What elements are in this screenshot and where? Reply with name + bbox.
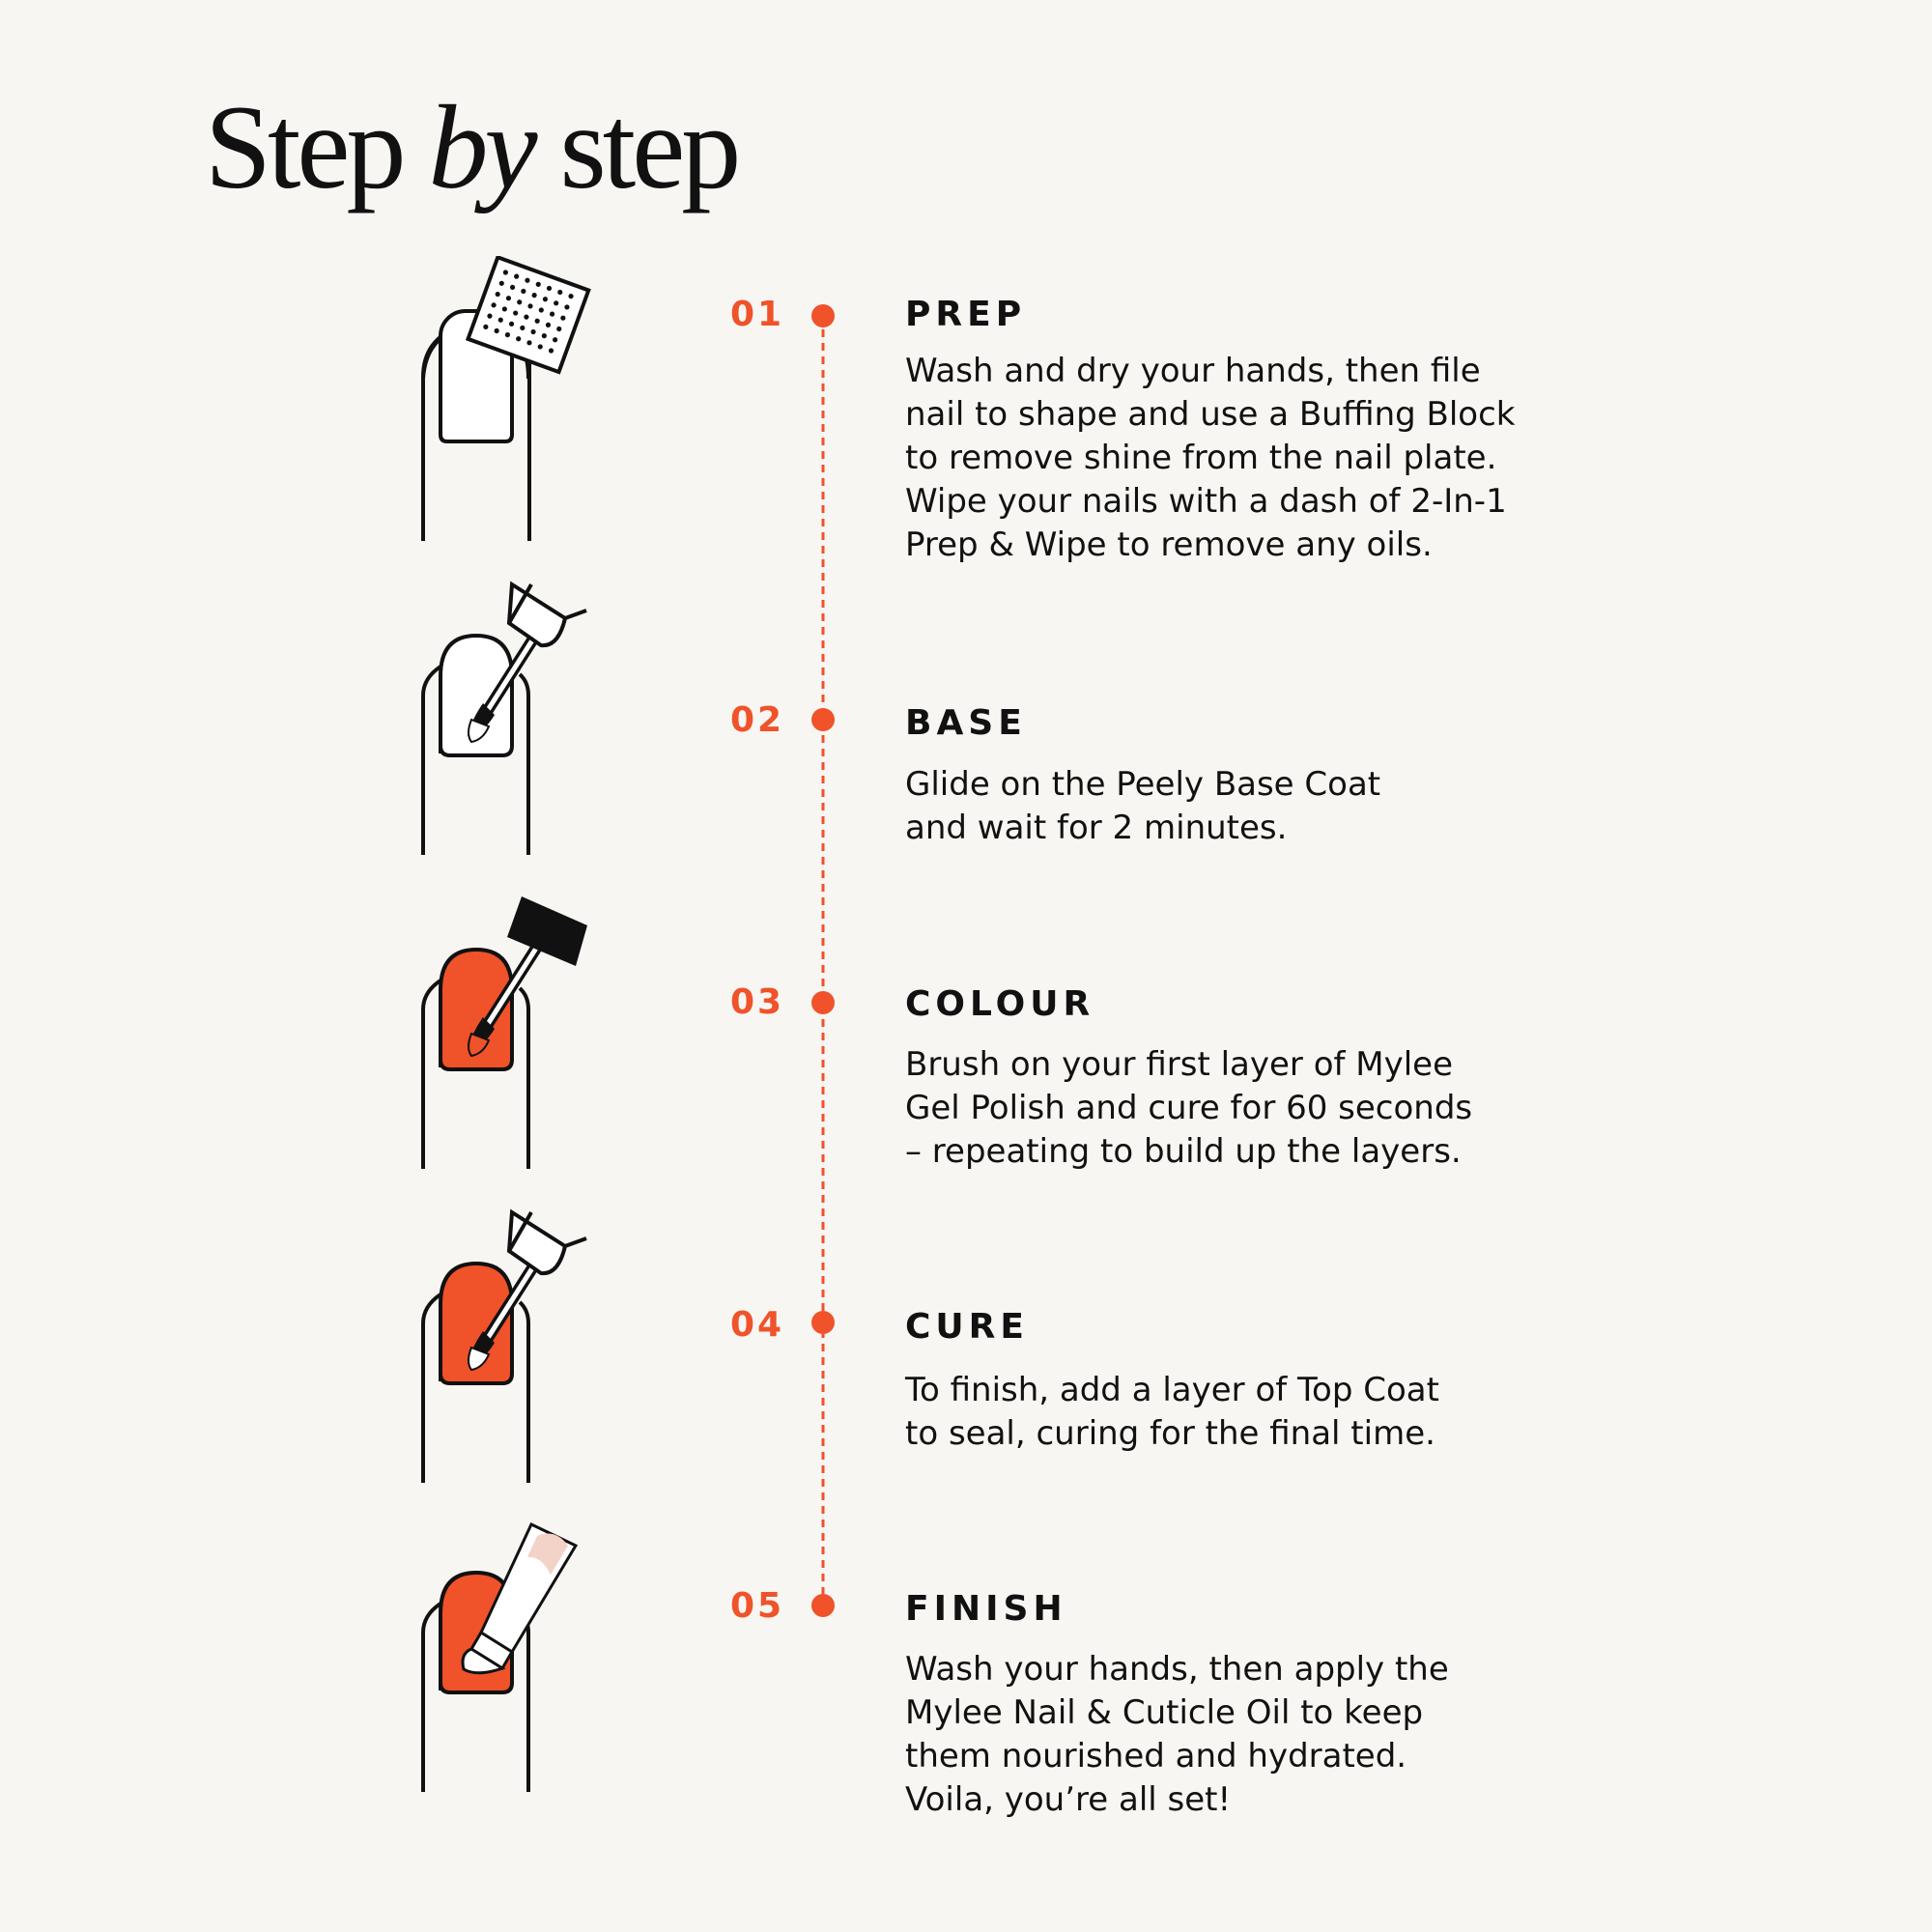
step-title-prep: PREP xyxy=(905,295,1027,334)
title-word-by: by xyxy=(428,81,534,213)
step-title-base: BASE xyxy=(905,703,1027,743)
step-title-finish: FINISH xyxy=(905,1589,1067,1629)
step-title-cure: CURE xyxy=(905,1307,1029,1347)
step-number-02: 02 xyxy=(730,700,785,740)
base-coat-brush-icon xyxy=(406,575,618,865)
step-body-finish: Wash your hands, then apply the Mylee Nail & Cuticle Oil to keep them nourished and hydrated. Voila, you’re all set! xyxy=(905,1650,1449,1819)
cuticle-oil-pen-icon xyxy=(406,1517,618,1806)
top-coat-brush-icon xyxy=(406,1203,618,1492)
step-number-04: 04 xyxy=(730,1305,785,1345)
step-number-03: 03 xyxy=(730,982,785,1022)
step-body-base: Glide on the Peely Base Coat and wait for 2 minutes. xyxy=(905,765,1381,847)
title-word-step: Step xyxy=(205,81,403,213)
step-body-prep: Wash and dry your hands, then file nail to shape and use a Buffing Block to remove shine from the nail plate. Wipe your nails with a dash of 2-In-1 Prep & Wipe to remove any oils. xyxy=(905,352,1516,564)
step-body-cure: To finish, add a layer of Top Coat to seal, curing for the final time. xyxy=(905,1371,1439,1453)
step-number-05: 05 xyxy=(730,1586,785,1626)
step-number-01: 01 xyxy=(730,295,785,334)
title-word-step-2: step xyxy=(559,81,738,213)
step-title-colour: COLOUR xyxy=(905,984,1095,1024)
colour-polish-brush-icon xyxy=(406,889,618,1179)
buffing-block-icon xyxy=(406,256,618,546)
step-body-colour: Brush on your first layer of Mylee Gel Polish and cure for 60 seconds – repeating to build up the layers. xyxy=(905,1045,1473,1171)
